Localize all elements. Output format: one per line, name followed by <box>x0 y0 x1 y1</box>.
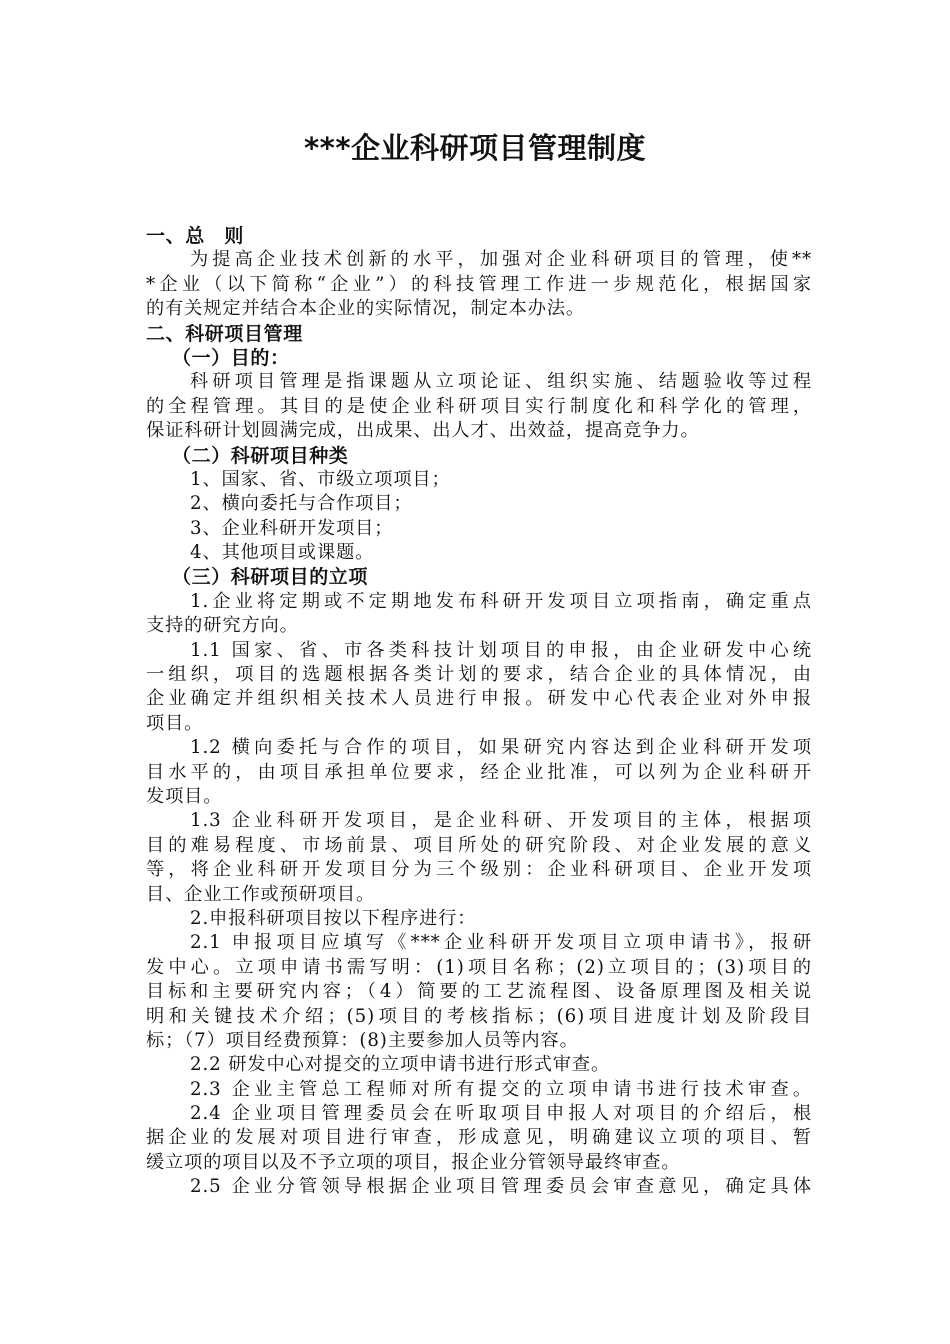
paragraph-first-line: 2.1 申报项目应填写《***企业科研开发项目立项申请书》，报研 <box>190 932 812 954</box>
body-line: 的全程管理。其目的是使企业科研项目实行制度化和科学化的管理， <box>146 395 812 417</box>
paragraph-first-line: 2、横向委托与合作项目； <box>190 493 413 515</box>
body-line: 企业确定并组织相关技术人员进行申报。研发中心代表企业对外申报 <box>146 688 812 710</box>
body-line: 明和关键技术介绍；(5)项目的考核指标；(6)项目进度计划及阶段目 <box>146 1005 812 1027</box>
body-line: 保证科研计划圆满完成，出成果、出人才、出效益，提高竞争力。 <box>146 420 700 442</box>
body-line: 目、企业工作或预研项目。 <box>146 883 376 905</box>
paragraph-first-line: 1、国家、省、市级立项项目； <box>190 468 451 490</box>
body-line: 等，将企业科研开发项目分为三个级别：企业科研项目、企业开发项 <box>146 859 812 881</box>
body-line: 目的难易程度、市场前景、项目所处的研究阶段、对企业发展的意义 <box>146 834 812 856</box>
paragraph-first-line: 4、其他项目或课题。 <box>190 542 375 564</box>
body-line: 支持的研究方向。 <box>146 615 299 637</box>
paragraph-first-line: 1.1 国家、省、市各类科技计划项目的申报，由企业研发中心统 <box>190 639 812 661</box>
paragraph-first-line: 2.3 企业主管总工程师对所有提交的立项申请书进行技术审查。 <box>190 1078 812 1100</box>
page-title: ***企业科研项目管理制度 <box>304 131 646 165</box>
paragraph-first-line: 2.申报科研项目按以下程序进行： <box>190 907 477 929</box>
paragraph-first-line: 1.企业将定期或不定期地发布科研开发项目立项指南，确定重点 <box>190 590 812 612</box>
subsection-heading: （一）目的： <box>172 346 290 369</box>
body-line: 据企业的发展对项目进行审查，形成意见，明确建议立项的项目、暂 <box>146 1127 812 1149</box>
body-line: 目标和主要研究内容；（4）简要的工艺流程图、设备原理图及相关说 <box>146 981 812 1003</box>
section-heading: 二、科研项目管理 <box>146 322 303 345</box>
body-line: 的有关规定并结合本企业的实际情况，制定本办法。 <box>146 298 586 320</box>
paragraph-first-line: 科研项目管理是指课题从立项论证、组织实施、结题验收等过程 <box>190 371 812 393</box>
document-body <box>146 224 812 1200</box>
subsection-heading: （二）科研项目种类 <box>172 444 349 467</box>
paragraph-first-line: 1.2 横向委托与合作的项目，如果研究内容达到企业科研开发项 <box>190 737 812 759</box>
section-heading: 一、总 则 <box>146 225 245 247</box>
body-line: 发项目。 <box>146 785 223 807</box>
body-line: 发中心。立项申请书需写明：(1)项目名称；(2)立项目的；(3)项目的 <box>146 956 812 978</box>
body-line: 项目。 <box>146 712 204 734</box>
subsection-heading: （三）科研项目的立项 <box>172 566 369 589</box>
body-line: *企业（以下简称“企业”）的科技管理工作进一步规范化，根据国家 <box>146 273 812 295</box>
paragraph-first-line: 1.3 企业科研开发项目，是企业科研、开发项目的主体，根据项 <box>190 810 812 832</box>
body-line: 一组织，项目的选题根据各类计划的要求，结合企业的具体情况，由 <box>146 664 812 686</box>
paragraph-first-line: 2.4 企业项目管理委员会在听取项目申报人对项目的介绍后，根 <box>190 1103 812 1125</box>
body-line: 标；（7）项目经费预算：(8)主要参加人员等内容。 <box>146 1029 579 1051</box>
paragraph-first-line: 2.5 企业分管领导根据企业项目管理委员会审查意见，确定具体 <box>190 1176 812 1198</box>
body-line: 缓立项的项目以及不予立项的项目，报企业分管领导最终审查。 <box>146 1151 681 1173</box>
paragraph-first-line: 3、企业科研开发项目； <box>190 517 394 539</box>
paragraph-first-line: 2.2 研发中心对提交的立项申请书进行形式审查。 <box>190 1054 611 1076</box>
body-line: 目水平的，由项目承担单位要求，经企业批准，可以列为企业科研开 <box>146 761 812 783</box>
paragraph-first-line: 为提高企业技术创新的水平，加强对企业科研项目的管理，使** <box>190 249 812 271</box>
